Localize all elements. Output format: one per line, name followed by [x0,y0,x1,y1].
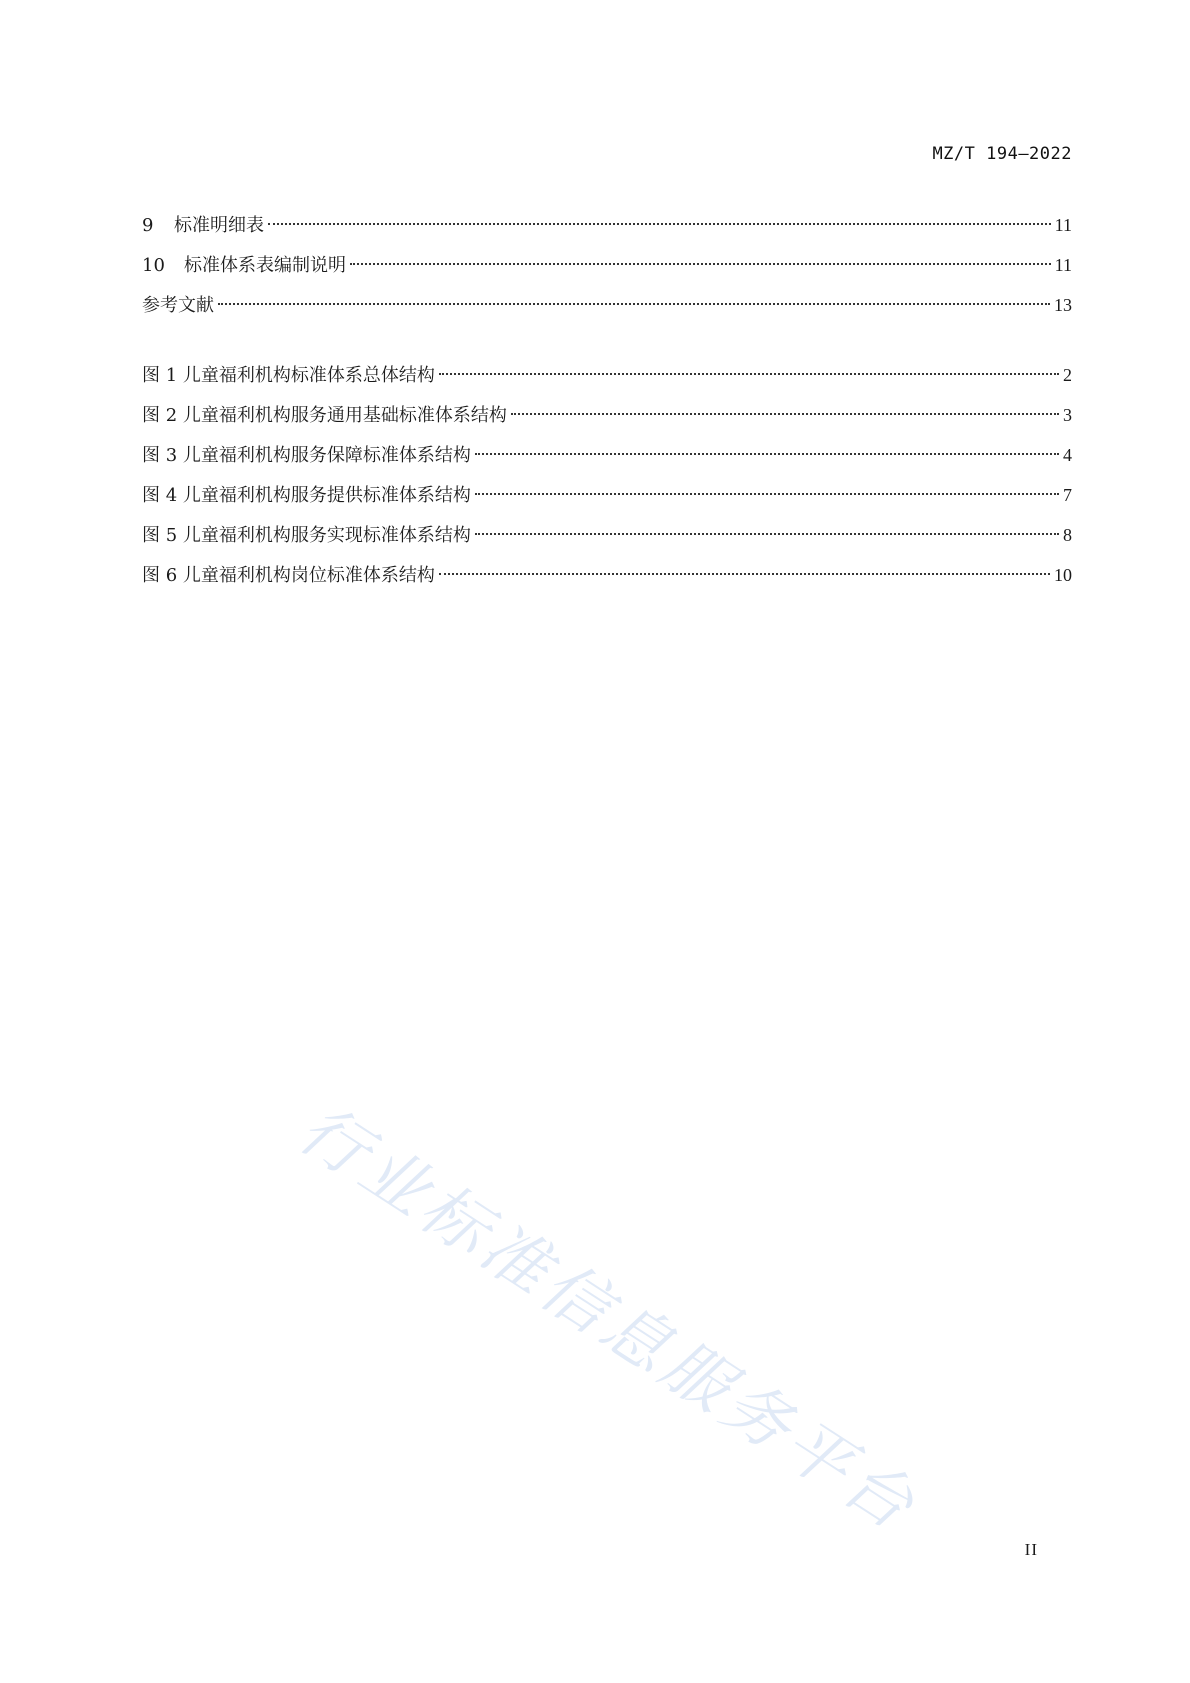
figure-label: 图 5 [142,525,178,546]
watermark: 行业标准信息服务平台 [285,1090,932,1547]
toc-entry-number: 10 [142,255,165,276]
figure-title: 儿童福利机构标准体系总体结构 [182,365,435,386]
figure-label: 图 4 [142,485,178,506]
dot-leader [439,373,1059,375]
figure-page: 8 [1063,525,1072,545]
toc-entry-title: 标准体系表编制说明 [184,255,346,276]
dot-leader [218,303,1050,305]
toc-figure-entry[interactable] [142,435,1072,475]
toc-figure-entry[interactable] [142,395,1072,435]
toc-entry-page: 11 [1054,255,1072,275]
toc-entry-number: 9 [142,215,154,236]
figure-title: 儿童福利机构服务通用基础标准体系结构 [182,405,507,426]
toc-entry-title: 参考文献 [142,295,214,316]
dot-leader [439,573,1050,575]
figure-label: 图 3 [142,445,178,466]
toc-sections [142,205,1072,325]
dot-leader [475,533,1059,535]
dot-leader [268,223,1051,225]
toc-figure-entry[interactable] [142,515,1072,555]
toc-entry-title: 标准明细表 [174,215,264,236]
dot-leader [511,413,1059,415]
toc-figures [142,355,1072,595]
figure-title: 儿童福利机构服务实现标准体系结构 [182,525,471,546]
figure-title: 儿童福利机构服务保障标准体系结构 [182,445,471,466]
toc-figure-entry[interactable] [142,555,1072,595]
page-number: II [1024,1540,1038,1559]
toc-entry[interactable] [142,205,1072,245]
figure-label: 图 1 [142,365,178,386]
figure-title: 儿童福利机构服务提供标准体系结构 [182,485,471,506]
dot-leader [350,263,1051,265]
figure-page: 10 [1054,565,1072,585]
standard-code: MZ/T 194—2022 [932,144,1072,164]
toc-entry-page: 13 [1054,295,1072,315]
toc-entry[interactable] [142,245,1072,285]
figure-page: 3 [1063,405,1072,425]
figure-title: 儿童福利机构岗位标准体系结构 [182,565,435,586]
toc-entry-page: 11 [1054,215,1072,235]
toc-entry[interactable] [142,285,1072,325]
figure-page: 2 [1063,365,1072,385]
figure-page: 4 [1063,445,1072,465]
toc-figure-entry[interactable] [142,355,1072,395]
dot-leader [475,453,1059,455]
figure-page: 7 [1063,485,1072,505]
figure-label: 图 6 [142,565,178,586]
dot-leader [475,493,1059,495]
figure-label: 图 2 [142,405,178,426]
toc-figure-entry[interactable] [142,475,1072,515]
